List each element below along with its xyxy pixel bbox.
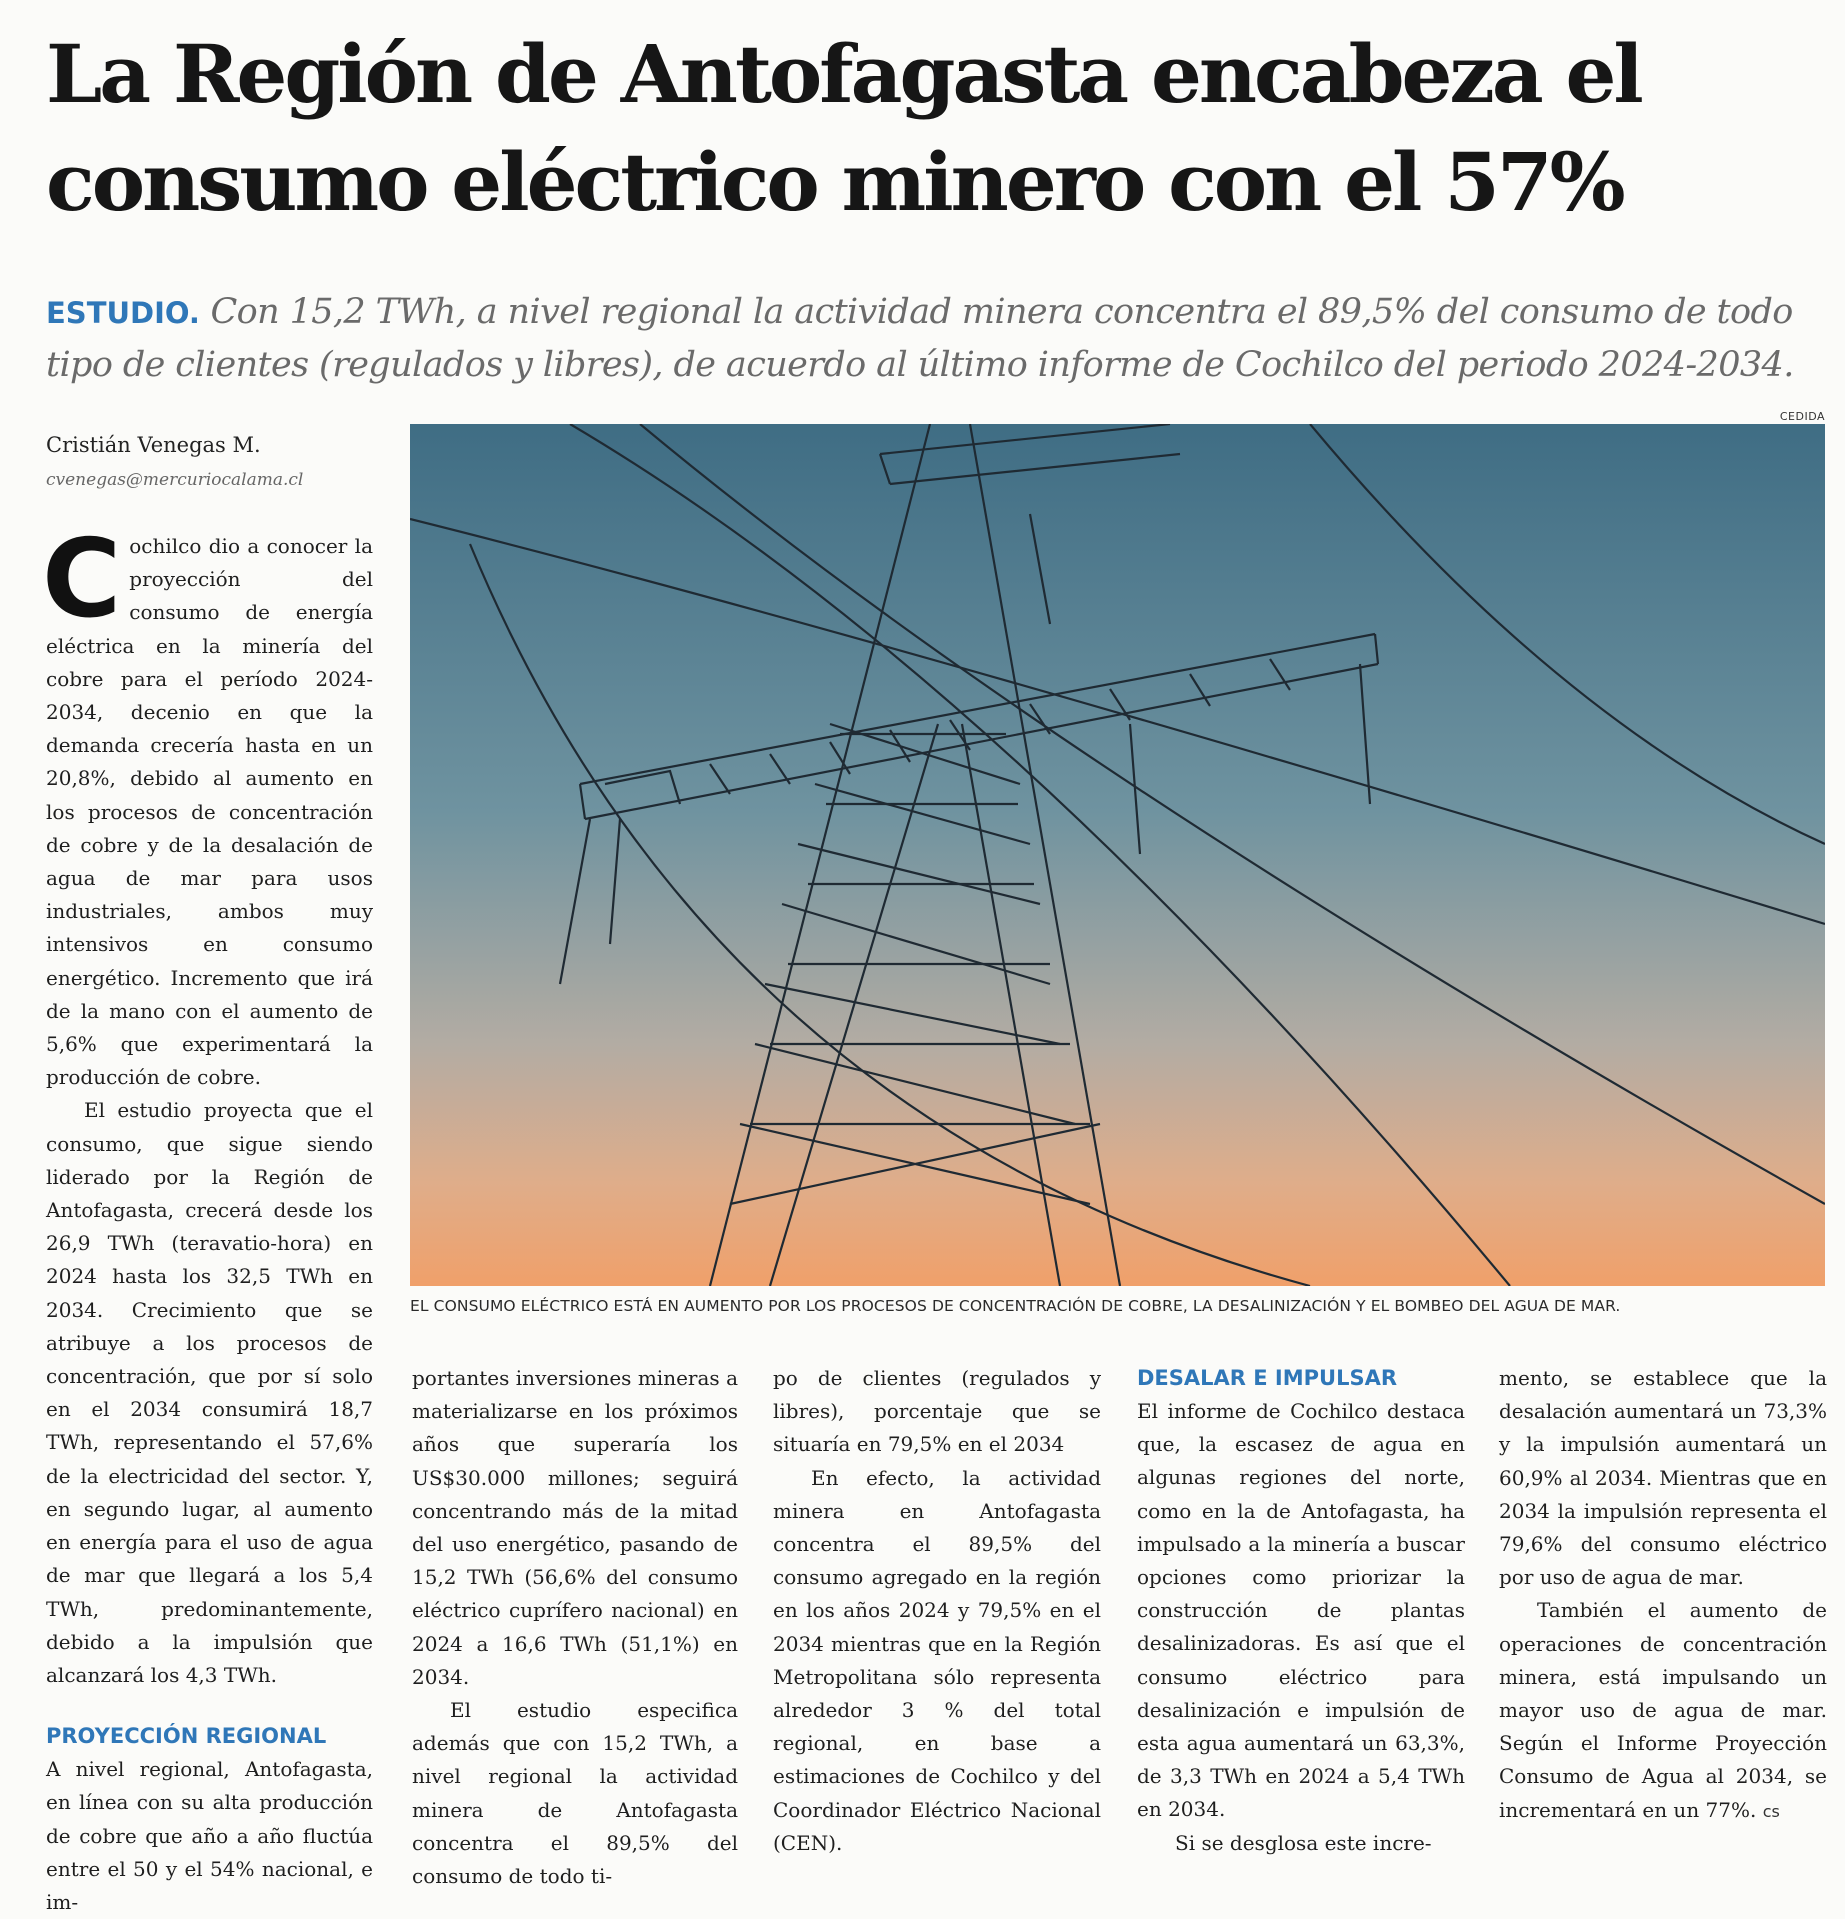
body-paragraph: po de clientes (regulados y libres), porcentaje que se situaría en 79,5% en el 2034 [773, 1366, 1101, 1457]
lead-paragraph [46, 286, 1806, 391]
lead-kicker: ESTUDIO. [46, 296, 200, 330]
lead-text: Con 15,2 TWh, a nivel regional la actividad minera concentra el 89,5% del consumo de todo tipo de clientes (regulados y libres), de acuerdo al último informe de Cochilco del periodo 2024-2034. [46, 292, 1794, 385]
body-paragraph: portantes inversiones mineras a materializarse en los próximos años que superaría los US$30.000 millones; seguirá concentrando más de la mitad del uso energético, pasando de 15,2 TWh (56,6% del consumo eléctrico cuprífero nacional) en 2024 a 16,6 TWh (51,1%) en 2034. [412, 1366, 738, 1689]
body-paragraph: En efecto, la actividad minera en Antofagasta concentra el 89,5% del consumo agregado en la región en los años 2024 y 79,5% en el 2034 mientras que en la Región Metropolitana sólo representa alrededor 3 % del total regional, en base a estimaciones de Cochilco y del Coordinador Eléctrico Nacional (CEN). [773, 1465, 1101, 1855]
headline: La Región de Antofagasta encabeza el consumo eléctrico minero con el 57% [46, 27, 1641, 229]
article-column-1 [42, 517, 373, 1919]
photo-credit: CEDIDA [1779, 410, 1825, 423]
subhead-desalar-e-impulsar: DESALAR E IMPULSAR [1137, 1366, 1398, 1390]
byline-author: Cristián Venegas M. [46, 433, 261, 457]
body-paragraph: Si se desglosa este incre- [1175, 1830, 1432, 1855]
body-paragraph: mento, se establece que la desalación aumentará un 73,3% y la impulsión aumentará un 60,9% al 2034. Mientras que en 2034 la impulsión representa el 79,6% del consumo eléctrico por uso de agua de mar. [1499, 1366, 1827, 1590]
photo-caption: EL CONSUMO ELÉCTRICO ESTÁ EN AUMENTO POR LOS PROCESOS DE CONCENTRACIÓN DE COBRE, LA DESALINIZACIÓN Y EL BOMBEO DEL AGUA DE MAR. [410, 1297, 1621, 1315]
body-text: También el aumento de operaciones de concentración minera, está impulsando un mayor uso de agua de mar. Según el Informe Proyección Consumo de Agua al 2034, se incrementará en un 77%. [1499, 1598, 1827, 1822]
body-paragraph: El informe de Cochilco destaca que, la escasez de agua en algunas regiones del norte, como en la de Antofagasta, ha impulsado a la minería a buscar opciones como priorizar la construcción de plantas desalinizadoras. Es así que el consumo eléctrico para desalinización e impulsión de esta agua aumentará un 63,3%, de 3,3 TWh en 2024 a 5,4 TWh en 2034. [1137, 1399, 1465, 1822]
article-column-5 [1499, 1362, 1827, 1828]
body-paragraph [1499, 1594, 1827, 1827]
transmission-tower-photo [410, 424, 1825, 1286]
dropcap: C [42, 517, 122, 642]
subhead-proyeccion-regional: PROYECCIÓN REGIONAL [46, 1724, 327, 1749]
body-paragraph: ochilco dio a conocer la proyección del consumo de energía eléctrica en la minería del cobre para el período 2024-2034, decenio en que la demanda crecería hasta en un 20,8%, debido al aumento en los procesos de concentración de cobre y de la desalación de agua de mar para usos industriales, ambos muy intensivos en consumo energético. Incremento que irá de la mano con el aumento de 5,6% que experimentará la producción de cobre. [46, 534, 373, 1090]
body-paragraph: El estudio especifica además que con 15,2 TWh, a nivel regional la actividad minera de Antofagasta concentra el 89,5% del consumo de todo ti- [412, 1698, 738, 1889]
article-column-3 [773, 1362, 1101, 1860]
body-paragraph: A nivel regional, Antofagasta, en línea con su alta producción de cobre que año a año fluctúa entre el 50 y el 54% nacional, e im- [46, 1757, 373, 1914]
article-column-2 [412, 1362, 738, 1893]
body-paragraph: El estudio proyecta que el consumo, que sigue siendo liderado por la Región de Antofagasta, crecerá desde los 26,9 TWh (teravatio-hora) en 2024 hasta los 32,5 TWh en 2034. Crecimiento que se atribuye a los procesos de concentración, que por sí solo en el 2034 consumirá 18,7 TWh, representando el 57,6% de la electricidad del sector. Y, en segundo lugar, al aumento en energía para el uso de agua de mar que llegará a los 5,4 TWh, predominantemente, debido a la impulsión que alcanzará los 4,3 TWh. [46, 1098, 373, 1687]
byline-email: cvenegas@mercuriocalama.cl [46, 470, 304, 490]
end-mark-icon: cs [1762, 1801, 1780, 1821]
article-column-4 [1137, 1362, 1465, 1860]
